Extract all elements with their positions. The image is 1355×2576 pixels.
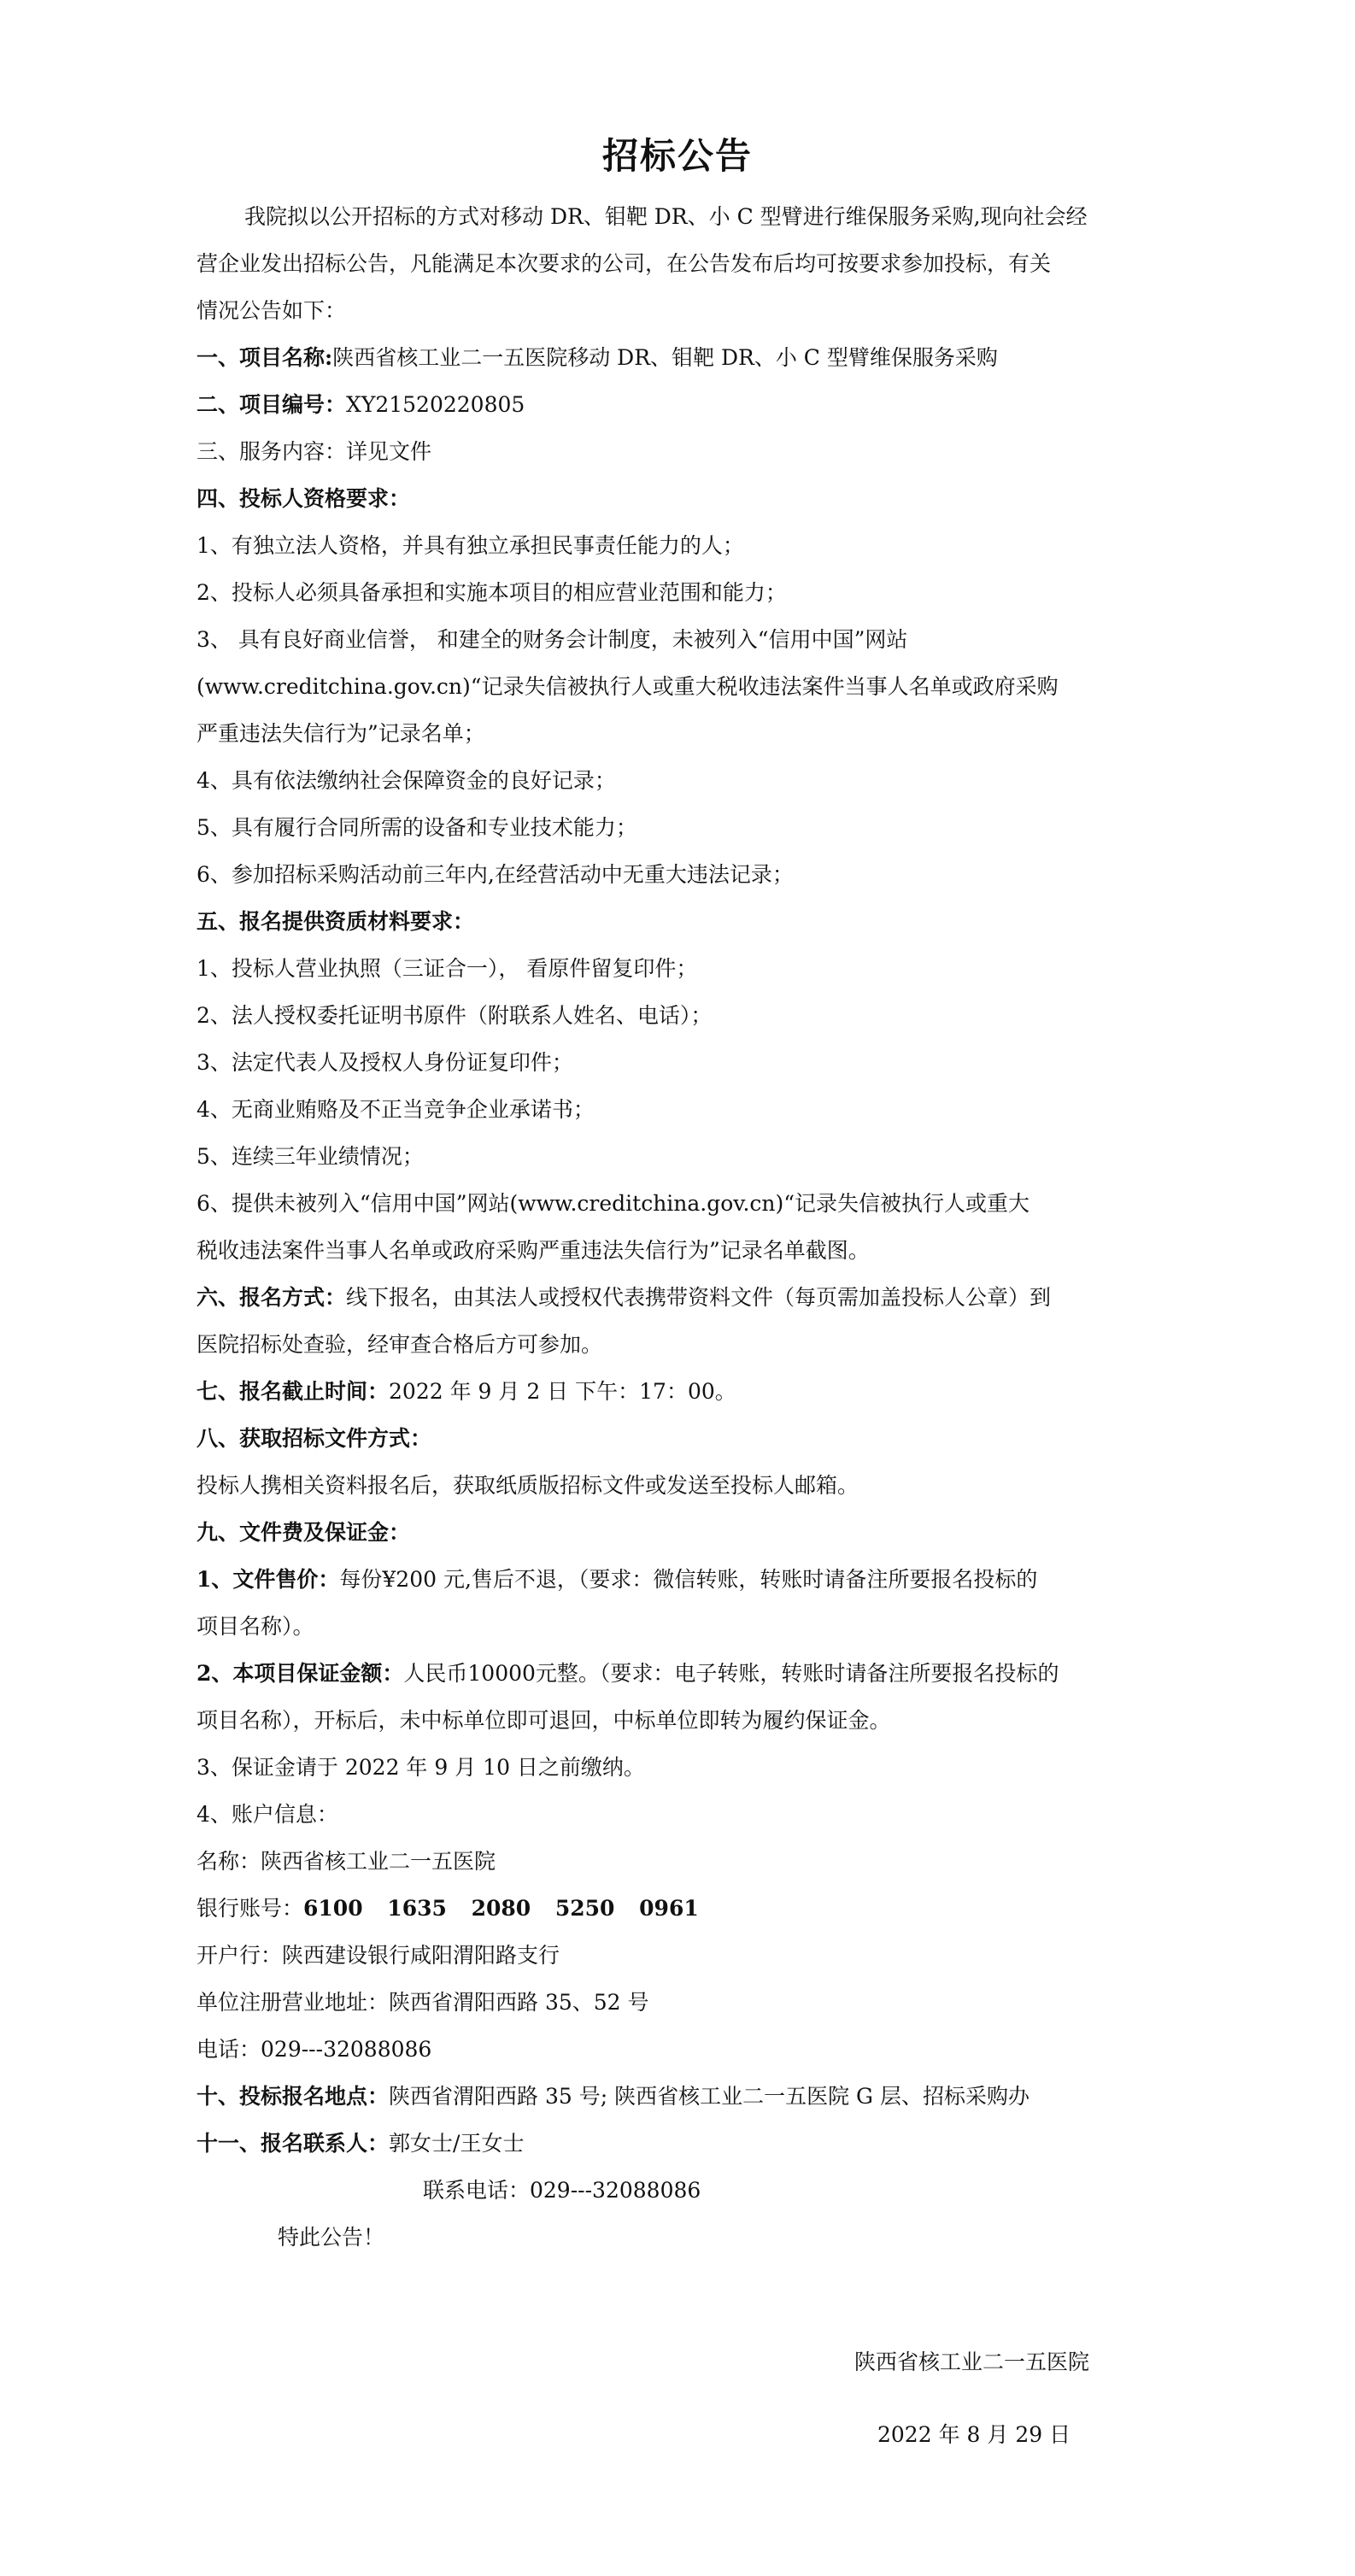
list-item: 3、法定代表人及授权人身份证复印件；: [197, 1050, 573, 1075]
section-text: 详见文件: [346, 439, 432, 464]
signer-name: 陕西省核工业二一五医院: [854, 2350, 1090, 2374]
section-project-number: [197, 381, 1162, 428]
closing-text: 特此公告！: [278, 2225, 385, 2250]
field-label: 单位注册营业地址：: [197, 1990, 390, 2015]
list-item: 3、 具有良好商业信誉， 和建全的财务会计制度，未被列入“信用中国”网站: [197, 627, 908, 652]
field-label: 电话：: [197, 2037, 261, 2062]
account-address: [197, 1979, 1162, 2026]
section-label: 七、报名截止时间：: [197, 1379, 390, 1404]
intro-line-3: 情况公告如下：: [197, 298, 347, 323]
field-value: 6100 1635 2080 5250 0961: [303, 1896, 699, 1921]
section-project-name: [197, 334, 1162, 381]
fee-label: 1、文件售价：: [197, 1567, 340, 1592]
list-item: 5、具有履行合同所需的设备和专业技术能力；: [197, 815, 637, 840]
field-value: 陕西省渭阳西路 35、52 号: [389, 1990, 649, 2015]
section-label: 三、服务内容：: [197, 439, 347, 464]
section-contact: [197, 2120, 1162, 2167]
section-text: 线下报名，由其法人或授权代表携带资料文件（每页需加盖投标人公章）到: [346, 1285, 1052, 1310]
list-item: 5、连续三年业绩情况；: [197, 1144, 424, 1169]
field-label: 名称：: [197, 1849, 261, 1874]
list-item: 2、投标人必须具备承担和实施本项目的相应营业范围和能力；: [197, 580, 787, 605]
section-text: 陕西省渭阳西路 35 号; 陕西省核工业二一五医院 G 层、招标采购办: [389, 2084, 1029, 2109]
list-item: 严重违法失信行为”记录名单；: [197, 721, 485, 746]
account-phone: [197, 2026, 1162, 2073]
account-name: [197, 1838, 1162, 1885]
section-service-content: [197, 428, 1162, 475]
list-item: 1、有独立法人资格，并具有独立承担民事责任能力的人；: [197, 533, 744, 558]
list-item: 6、参加招标采购活动前三年内,在经营活动中无重大违法记录；: [197, 862, 794, 887]
list-item: 4、具有依法缴纳社会保障资金的良好记录；: [197, 768, 616, 793]
deposit-line: [197, 1650, 1162, 1697]
list-item: 2、法人授权委托证明书原件（附联系人姓名、电话）；: [197, 1003, 713, 1028]
field-value: 029---32088086: [261, 2037, 432, 2062]
document-title: 招标公告: [601, 135, 753, 177]
field-value: 陕西省核工业二一五医院: [261, 1849, 496, 1874]
section-fees-heading: 九、文件费及保证金：: [197, 1520, 411, 1545]
document-date: 2022 年 8 月 29 日: [877, 2422, 1071, 2447]
fee-text: 每份¥200 元,售后不退，（要求：微信转账，转账时请备注所要报名投标的: [339, 1567, 1038, 1592]
list-item: 税收违法案件当事人名单或政府采购严重违法失信行为”记录名单截图。: [197, 1238, 870, 1263]
list-item: 1、投标人营业执照（三证合一）， 看原件留复印件；: [197, 956, 698, 981]
section-materials-heading: 五、报名提供资质材料要求：: [197, 909, 475, 934]
section-label: 一、项目名称:: [197, 345, 333, 370]
section-label: 二、项目编号：: [197, 392, 347, 417]
section-obtain-docs-text: 投标人携相关资料报名后，获取纸质版招标文件或发送至投标人邮箱。: [197, 1473, 859, 1498]
deposit-deadline: 3、保证金请于 2022 年 9 月 10 日之前缴纳。: [197, 1755, 645, 1780]
section-label: 十一、报名联系人：: [197, 2131, 390, 2156]
section-text: 郭女士/王女士: [389, 2131, 525, 2156]
deposit-label: 2、本项目保证金额：: [197, 1661, 404, 1686]
list-item: (www.creditchina.gov.cn)“记录失信被执行人或重大税收违法案件当事人名单或政府采购: [197, 674, 1059, 699]
list-item: 6、提供未被列入“信用中国”网站(www.creditchina.gov.cn)“记录失信被执行人或重大: [197, 1191, 1030, 1216]
deposit-text: 人民币10000元整。（要求：电子转账，转账时请备注所要报名投标的: [403, 1661, 1059, 1686]
deposit-line-cont: 项目名称），开标后，未中标单位即可退回，中标单位即转为履约保证金。: [197, 1708, 891, 1733]
list-item: 4、无商业贿赂及不正当竞争企业承诺书；: [197, 1097, 595, 1122]
section-label: 十、投标报名地点：: [197, 2084, 390, 2109]
fee-line: [197, 1556, 1162, 1603]
section-registration-method-cont: 医院招标处查验，经审查合格后方可参加。: [197, 1332, 603, 1357]
section-deadline: [197, 1368, 1162, 1415]
account-number: [197, 1885, 1162, 1932]
fee-line-cont: 项目名称）。: [197, 1614, 314, 1639]
section-text: 陕西省核工业二一五医院移动 DR、钼靶 DR、小 C 型臂维保服务采购: [332, 345, 998, 370]
intro-line-1: 我院拟以公开招标的方式对移动 DR、钼靶 DR、小 C 型臂进行维保服务采购,现向社会经: [244, 204, 1088, 229]
section-label: 六、报名方式：: [197, 1285, 347, 1310]
field-label: 银行账号：: [197, 1896, 304, 1921]
section-location: [197, 2073, 1162, 2120]
account-bank: [197, 1932, 1162, 1979]
section-text: 2022 年 9 月 2 日 下午：17：00。: [389, 1379, 736, 1404]
section-obtain-docs-heading: 八、获取招标文件方式：: [197, 1426, 432, 1451]
field-value: 陕西建设银行咸阳渭阳路支行: [282, 1943, 560, 1968]
document-body: [197, 193, 1162, 2261]
intro-line-2: 营企业发出招标公告，凡能满足本次要求的公司，在公告发布后均可按要求参加投标，有关: [197, 251, 1052, 276]
field-label: 开户行：: [197, 1943, 283, 1968]
section-registration-method: [197, 1274, 1162, 1321]
contact-phone: 联系电话：029---32088086: [423, 2178, 701, 2203]
section-qualification-heading: 四、投标人资格要求：: [197, 486, 411, 511]
account-info-heading: 4、账户信息：: [197, 1802, 338, 1827]
section-text: XY21520220805: [346, 392, 525, 417]
